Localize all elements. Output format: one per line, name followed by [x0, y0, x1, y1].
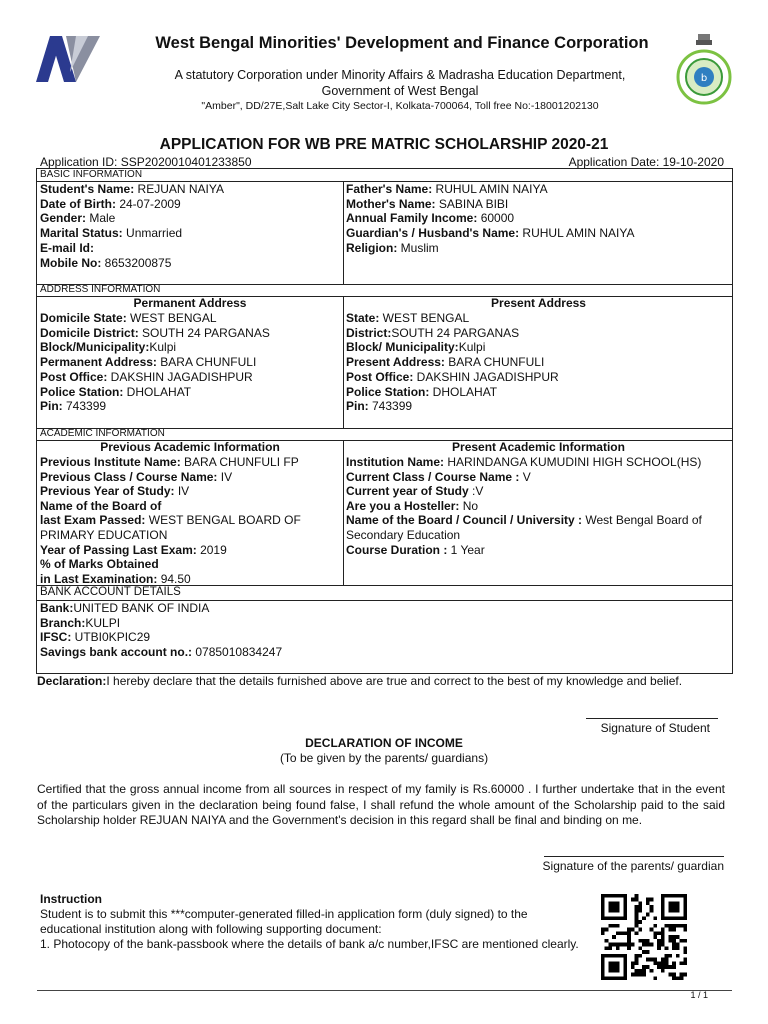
field-row [40, 211, 115, 226]
field-row [40, 528, 167, 543]
field-row [40, 226, 182, 241]
field-label: Block/ Municipality: [346, 340, 459, 355]
income-declaration-subheading: (To be given by the parents/ guardians) [279, 751, 489, 765]
field-label: last Exam Passed: [40, 513, 146, 528]
field-label: Domicile State: [40, 311, 127, 325]
field-row [40, 484, 189, 499]
field-label: Post Office: [346, 369, 414, 384]
field-row [40, 399, 106, 414]
field-value: DAKSHIN JAGADISHPUR [413, 369, 559, 384]
field-value: No [459, 498, 479, 513]
field-row [40, 311, 217, 326]
field-value: KULPI [85, 615, 121, 630]
field-value: SOUTH 24 PARGANAS [138, 325, 270, 340]
field-value: 1 Year [447, 542, 485, 557]
application-title: APPLICATION FOR WB PRE MATRIC SCHOLARSHIP 2020-21 [159, 136, 609, 153]
field-row [346, 455, 701, 470]
field-row [346, 182, 548, 197]
field-value: Secondary Education [346, 528, 461, 542]
field-row [346, 528, 460, 543]
field-row [346, 543, 485, 558]
field-label: IFSC: [40, 630, 72, 645]
field-label: Branch: [40, 615, 86, 630]
field-label: Police Station: [346, 384, 430, 399]
organization-subtitle: A statutory Corporation under Minority Affairs & Madrasha Education Department, [174, 68, 626, 82]
field-value: DHOLAHAT [429, 384, 498, 399]
present-academic-heading: Present Academic Information [452, 440, 625, 454]
field-label: Name of the Board / Council / University : [346, 513, 583, 528]
field-label: Gender: [40, 211, 87, 226]
field-label: Religion: [346, 240, 398, 255]
field-row [346, 499, 478, 514]
field-value: WEST BENGAL [379, 311, 470, 325]
field-value: WEST BENGAL [126, 311, 217, 325]
permanent-address-heading: Permanent Address [133, 296, 247, 310]
previous-academic-heading: Previous Academic Information [100, 440, 280, 454]
field-row [346, 326, 519, 341]
instruction-heading: Instruction [40, 892, 102, 906]
field-row [40, 256, 171, 271]
field-label: Savings bank account no.: [40, 645, 193, 660]
west-bengal-emblem [676, 33, 732, 105]
income-declaration-heading: DECLARATION OF INCOME [305, 736, 463, 750]
field-row [40, 513, 301, 528]
field-value: 743399 [368, 399, 413, 414]
instruction-block [40, 892, 580, 952]
field-row [346, 241, 439, 256]
page-number: 1 / 1 [690, 990, 708, 1000]
field-row [40, 630, 150, 645]
field-row [40, 455, 299, 470]
field-label: Pin: [346, 399, 369, 414]
qr-code [598, 894, 690, 980]
field-row [346, 355, 544, 370]
declaration-text: I hereby declare that the details furnished above are true and correct to the best of my knowledge and belief. [106, 674, 683, 688]
field-value: West Bengal Board of [582, 513, 702, 528]
svg-text:b: b [700, 73, 708, 84]
field-value: DHOLAHAT [123, 384, 192, 399]
organization-address: "Amber", DD/27E,Salt Lake City Sector-I, Kolkata-700064, Toll free No:-18001202130 [201, 100, 599, 112]
field-label: Block/Municipality: [40, 340, 150, 355]
field-label: Domicile District: [40, 325, 139, 340]
field-value: Kulpi [458, 340, 486, 355]
field-value: 743399 [62, 399, 107, 414]
field-row [40, 326, 270, 341]
instruction-line-1: Student is to submit this ***computer-generated filled-in application form (duly signed) to the educational institution along with following supporting document: [40, 907, 528, 936]
field-value: IV [217, 469, 233, 484]
field-value: REJUAN NAIYA [134, 182, 224, 196]
basic-info-header: BASIC INFORMATION [40, 169, 143, 180]
academic-info-header: ACADEMIC INFORMATION [40, 428, 165, 439]
field-label: Permanent Address: [40, 355, 157, 370]
application-id: Application ID: SSP2020010401233850 [40, 155, 252, 169]
field-label: Course Duration : [346, 542, 448, 557]
field-label: Mother's Name: [346, 196, 436, 211]
field-label: Are you a Hosteller: [346, 498, 460, 513]
field-row [40, 470, 232, 485]
field-value: 94.50 [157, 571, 191, 586]
field-label: District: [346, 325, 392, 340]
field-label: Student's Name: [40, 182, 135, 196]
field-value: BARA CHUNFULI [444, 355, 545, 370]
field-value: :V [468, 484, 484, 499]
field-value: DAKSHIN JAGADISHPUR [107, 369, 253, 384]
field-row [40, 241, 94, 256]
field-row [346, 513, 702, 528]
present-address-heading: Present Address [491, 296, 586, 310]
field-row [346, 470, 531, 485]
field-row [40, 543, 227, 558]
student-signature-label: Signature of Student [600, 721, 710, 735]
field-value: V [519, 469, 531, 484]
field-row [40, 616, 120, 631]
field-label: Annual Family Income: [346, 211, 478, 226]
field-label: E-mail Id: [40, 240, 95, 255]
field-value: PRIMARY EDUCATION [40, 528, 168, 542]
field-value: 8653200875 [101, 255, 172, 270]
field-value: IV [174, 484, 190, 499]
field-label: Guardian's / Husband's Name: [346, 226, 520, 241]
field-label: Date of Birth: [40, 196, 116, 211]
field-value: HARINDANGA KUMUDINI HIGH SCHOOL(HS) [444, 455, 702, 469]
field-value: Kulpi [149, 340, 177, 355]
field-row [346, 311, 469, 326]
field-value: RUHUL AMIN NAIYA [519, 226, 635, 241]
footer-rule [37, 990, 732, 991]
field-label: Bank: [40, 601, 74, 615]
field-row [346, 370, 559, 385]
field-value: SABINA BIBI [435, 196, 509, 211]
field-row [40, 340, 176, 355]
guardian-signature-label: Signature of the parents/ guardian [542, 859, 724, 873]
field-label: Institution Name: [346, 455, 444, 469]
field-row [346, 197, 508, 212]
field-label: Marital Status: [40, 226, 123, 241]
bank-details-header: BANK ACCOUNT DETAILS [40, 586, 181, 598]
application-date: Application Date: 19-10-2020 [568, 155, 724, 169]
field-row [346, 399, 412, 414]
field-label: in Last Examination: [40, 571, 158, 586]
field-value: UTBI0KPIC29 [71, 630, 151, 645]
field-row [40, 601, 209, 616]
field-row [40, 370, 253, 385]
instruction-line-2: 1. Photocopy of the bank-passbook where the details of bank a/c number,IFSC are mentioned clearly. [40, 937, 579, 951]
field-value: Male [86, 211, 116, 226]
declaration [37, 674, 682, 688]
field-label: Previous Institute Name: [40, 455, 181, 469]
field-label: Name of the Board of [40, 498, 162, 513]
field-value: BARA CHUNFULI [156, 355, 257, 370]
field-label: Year of Passing Last Exam: [40, 542, 197, 557]
field-row [40, 645, 282, 660]
field-label: State: [346, 311, 380, 325]
field-label: Previous Class / Course Name: [40, 469, 218, 484]
field-row [40, 197, 181, 212]
field-label: Pin: [40, 399, 63, 414]
field-value: 60000 [477, 211, 515, 226]
field-value: 0785010834247 [192, 645, 283, 660]
field-label: Current Class / Course Name : [346, 469, 520, 484]
field-label: Present Address: [346, 355, 445, 370]
field-value: UNITED BANK OF INDIA [73, 601, 210, 615]
declaration-label: Declaration: [37, 674, 107, 688]
field-value: RUHUL AMIN NAIYA [432, 182, 548, 196]
field-row [40, 355, 256, 370]
field-label: Police Station: [40, 384, 124, 399]
field-row [346, 484, 483, 499]
field-value: Unmarried [122, 226, 183, 241]
field-value: 2019 [196, 542, 227, 557]
field-label: Previous Year of Study: [40, 484, 175, 499]
organization-government: Government of West Bengal [321, 84, 479, 98]
field-row [346, 226, 634, 241]
field-row [346, 385, 497, 400]
income-declaration-paragraph: Certified that the gross annual income from all sources in respect of my family is Rs.60000 . I further undertake that in the event of the particulars given in the declaration being found false, I shall refund the whole amount of the Scholarship paid to the said Scholarship holder REJUAN NAIYA and the Government's decision in this regard shall be final and binding on me. [37, 782, 725, 827]
field-row [40, 557, 159, 572]
field-label: % of Marks Obtained [40, 557, 159, 572]
field-row [346, 211, 514, 226]
field-row [40, 499, 161, 514]
address-info-header: ADDRESS INFORMATION [40, 284, 161, 295]
field-label: Post Office: [40, 369, 108, 384]
field-label: Father's Name: [346, 182, 433, 196]
guardian-signature-line [544, 856, 724, 857]
field-value: 24-07-2009 [116, 196, 181, 211]
student-signature-line [586, 718, 718, 719]
field-value: WEST BENGAL BOARD OF [145, 513, 301, 528]
field-value: Muslim [397, 240, 439, 255]
field-label: Mobile No: [40, 255, 102, 270]
field-value: SOUTH 24 PARGANAS [391, 325, 520, 340]
field-label: Current year of Study [346, 484, 469, 499]
field-value: BARA CHUNFULI FP [180, 455, 299, 469]
field-row [40, 385, 191, 400]
application-form-table [36, 168, 733, 674]
organization-name: West Bengal Minorities' Development and Finance Corporation [155, 34, 649, 52]
field-row [346, 340, 485, 355]
field-row [40, 182, 224, 197]
